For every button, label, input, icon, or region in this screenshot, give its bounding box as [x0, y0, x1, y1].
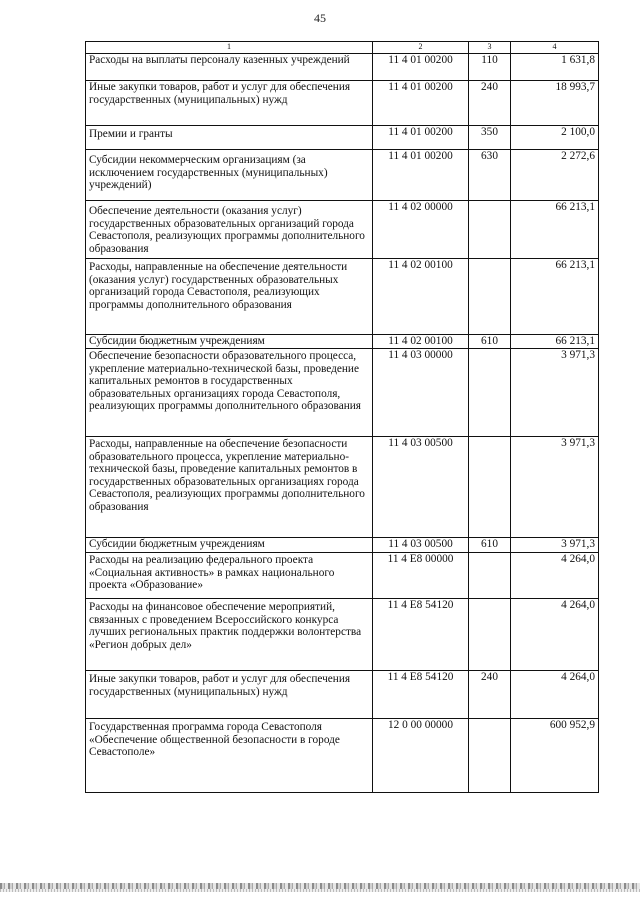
- row-type: 610: [469, 335, 511, 349]
- row-amount: 3 971,3: [511, 349, 599, 437]
- row-code: 11 4 E8 54120: [373, 599, 469, 671]
- row-amount: 2 272,6: [511, 150, 599, 201]
- row-name: Обеспечение деятельности (оказания услуг) государственных образовательных организаций города Севастополя, реализующих программы дополнительного образования: [86, 201, 373, 259]
- page-number: 45: [314, 11, 326, 25]
- row-name: Иные закупки товаров, работ и услуг для обеспечения государственных (муниципальных) нужд: [86, 671, 373, 719]
- row-type: 350: [469, 126, 511, 150]
- row-type: [469, 719, 511, 793]
- table-row: [86, 349, 599, 437]
- row-code: 11 4 01 00200: [373, 54, 469, 81]
- row-amount: 4 264,0: [511, 553, 599, 599]
- row-amount: 600 952,9: [511, 719, 599, 793]
- column-header-name: 1: [86, 42, 373, 54]
- row-name: Обеспечение безопасности образовательного процесса, укрепление материально-технической базы, проведение капитальных ремонтов в государственных образовательных организациях города Севастополя, реализующих программы дополнительного образования: [86, 349, 373, 437]
- row-type: [469, 553, 511, 599]
- row-amount: 4 264,0: [511, 599, 599, 671]
- table-row: [86, 538, 599, 553]
- row-name: Расходы на выплаты персоналу казенных учреждений: [86, 54, 373, 81]
- row-code: 11 4 01 00200: [373, 126, 469, 150]
- row-code: 11 4 03 00500: [373, 538, 469, 553]
- row-name: Расходы, направленные на обеспечение деятельности (оказания услуг) государственных образовательных организаций города Севастополя, реализующих программы дополнительного образования: [86, 259, 373, 335]
- row-name: Премии и гранты: [86, 126, 373, 150]
- row-type: 610: [469, 538, 511, 553]
- row-name: Субсидии бюджетным учреждениям: [86, 538, 373, 553]
- row-type: 630: [469, 150, 511, 201]
- row-name: Иные закупки товаров, работ и услуг для обеспечения государственных (муниципальных) нужд: [86, 81, 373, 126]
- table-row: [86, 201, 599, 259]
- row-name: Расходы, направленные на обеспечение безопасности образовательного процесса, укрепление материально-технической базы, проведение капитальных ремонтов в государственных образовательных организациях города Севастополя, реализующих программы дополнительного образования: [86, 437, 373, 538]
- table-row: [86, 719, 599, 793]
- row-code: 11 4 E8 54120: [373, 671, 469, 719]
- row-type: 240: [469, 671, 511, 719]
- row-type: 110: [469, 54, 511, 81]
- row-code: 11 4 02 00100: [373, 335, 469, 349]
- row-name: Государственная программа города Севастополя «Обеспечение общественной безопасности в городе Севастополе»: [86, 719, 373, 793]
- row-amount: 66 213,1: [511, 201, 599, 259]
- row-amount: 1 631,8: [511, 54, 599, 81]
- table-row: [86, 81, 599, 126]
- scan-edge-artifact: [0, 889, 640, 892]
- row-amount: 66 213,1: [511, 335, 599, 349]
- row-code: 11 4 02 00100: [373, 259, 469, 335]
- row-amount: 66 213,1: [511, 259, 599, 335]
- row-amount: 18 993,7: [511, 81, 599, 126]
- row-code: 11 4 03 00500: [373, 437, 469, 538]
- table-row: [86, 671, 599, 719]
- table-header-row: [86, 42, 599, 54]
- table-row: [86, 553, 599, 599]
- column-header-code: 2: [373, 42, 469, 54]
- row-amount: 4 264,0: [511, 671, 599, 719]
- budget-table: [85, 41, 599, 793]
- column-header-type: 3: [469, 42, 511, 54]
- row-name: Расходы на финансовое обеспечение мероприятий, связанных с проведением Всероссийского конкурса лучших региональных практик поддержки волонтерства «Регион добрых дел»: [86, 599, 373, 671]
- table-row: [86, 54, 599, 81]
- row-code: 11 4 01 00200: [373, 81, 469, 126]
- row-name: Субсидии некоммерческим организациям (за исключением государственных (муниципальных) учреждений): [86, 150, 373, 201]
- row-code: 11 4 02 00000: [373, 201, 469, 259]
- row-name: Расходы на реализацию федерального проекта «Социальная активность» в рамках национального проекта «Образование»: [86, 553, 373, 599]
- row-code: 12 0 00 00000: [373, 719, 469, 793]
- row-code: 11 4 01 00200: [373, 150, 469, 201]
- table-row: [86, 259, 599, 335]
- row-code: 11 4 E8 00000: [373, 553, 469, 599]
- row-type: [469, 349, 511, 437]
- table-row: [86, 599, 599, 671]
- column-header-amount: 4: [511, 42, 599, 54]
- table-row: [86, 150, 599, 201]
- row-name: Субсидии бюджетным учреждениям: [86, 335, 373, 349]
- row-amount: 2 100,0: [511, 126, 599, 150]
- row-amount: 3 971,3: [511, 437, 599, 538]
- row-type: 240: [469, 81, 511, 126]
- row-amount: 3 971,3: [511, 538, 599, 553]
- row-type: [469, 437, 511, 538]
- row-code: 11 4 03 00000: [373, 349, 469, 437]
- table-row: [86, 437, 599, 538]
- row-type: [469, 259, 511, 335]
- row-type: [469, 599, 511, 671]
- table-row: [86, 335, 599, 349]
- table-row: [86, 126, 599, 150]
- row-type: [469, 201, 511, 259]
